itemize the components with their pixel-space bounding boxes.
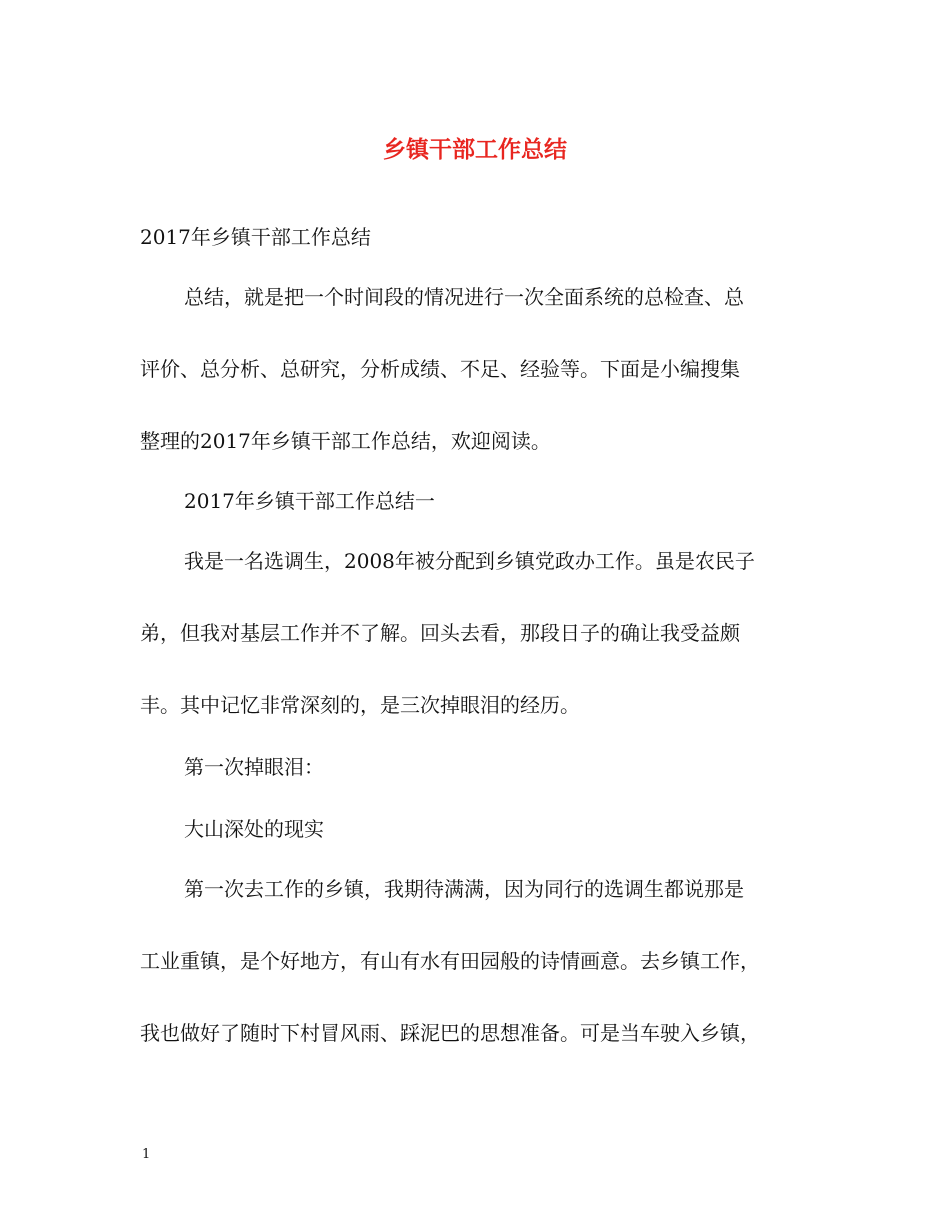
paragraph-line: 丰。其中记忆非常深刻的，是三次掉眼泪的经历。	[140, 693, 580, 717]
section-heading: 第一次掉眼泪：	[184, 755, 324, 779]
paragraph-line: 我也做好了随时下村冒风雨、踩泥巴的思想准备。可是当车驶入乡镇，	[140, 1021, 760, 1045]
paragraph-line: 弟，但我对基层工作并不了解。回头去看，那段日子的确让我受益颇	[140, 621, 740, 645]
paragraph-line: 整理的2017年乡镇干部工作总结，欢迎阅读。	[140, 429, 551, 453]
page-number: 1	[142, 1147, 151, 1162]
paragraph-line: 工业重镇，是个好地方，有山有水有田园般的诗情画意。去乡镇工作，	[140, 949, 760, 973]
document-subtitle: 2017年乡镇干部工作总结	[140, 225, 371, 249]
paragraph-line: 我是一名选调生，2008年被分配到乡镇党政办工作。虽是农民子	[184, 549, 755, 573]
section-heading: 大山深处的现实	[184, 817, 324, 841]
section-heading: 2017年乡镇干部工作总结一	[184, 489, 435, 513]
paragraph-line: 评价、总分析、总研究，分析成绩、不足、经验等。下面是小编搜集	[140, 357, 740, 381]
document-title: 乡镇干部工作总结	[383, 136, 567, 163]
paragraph-line: 总结，就是把一个时间段的情况进行一次全面系统的总检查、总	[184, 285, 744, 309]
paragraph-line: 第一次去工作的乡镇，我期待满满，因为同行的选调生都说那是	[184, 877, 744, 901]
